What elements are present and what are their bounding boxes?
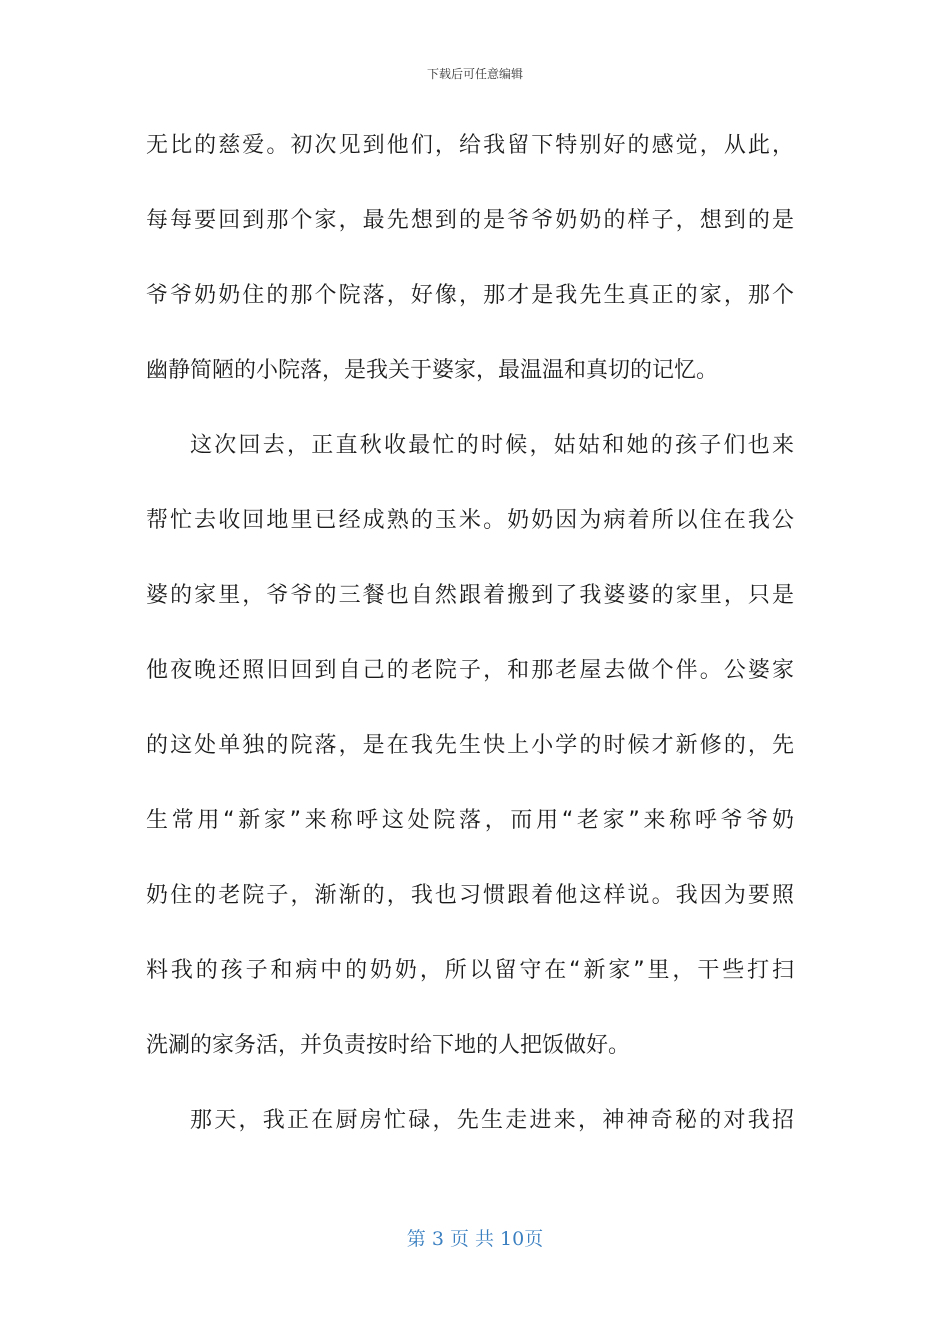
text-line: 帮忙去收回地里已经成熟的玉米。奶奶因为病着所以住在我公 bbox=[146, 508, 794, 533]
page-header: 下载后可任意编辑 bbox=[426, 67, 523, 81]
text-line: 的这处单独的院落，是在我先生快上小学的时候才新修的，先 bbox=[146, 733, 794, 758]
text-line: 洗涮的家务活，并负责按时给下地的人把饭做好。 bbox=[146, 1033, 631, 1058]
text-line: 爷爷奶奶住的那个院落，好像，那才是我先生真正的家，那个 bbox=[146, 283, 794, 308]
body-text bbox=[146, 124, 794, 1174]
text-line: 无比的慈爱。初次见到他们，给我留下特别好的感觉，从此， bbox=[146, 133, 794, 158]
paragraph-start-line: 那天，我正在厨房忙碌，先生走进来，神神奇秘的对我招 bbox=[190, 1108, 794, 1133]
text-line: 奶住的老院子，渐渐的，我也习惯跟着他这样说。我因为要照 bbox=[146, 883, 794, 908]
text-line: 料我的孩子和病中的奶奶，所以留守在“新家”里，干些打扫 bbox=[146, 958, 794, 983]
text-line: 他夜晚还照旧回到自己的老院子，和那老屋去做个伴。公婆家 bbox=[146, 658, 794, 683]
text-line: 每每要回到那个家，最先想到的是爷爷奶奶的样子，想到的是 bbox=[146, 208, 794, 233]
paragraph-start-line: 这次回去，正直秋收最忙的时候，姑姑和她的孩子们也来 bbox=[190, 433, 794, 458]
text-line: 生常用“新家”来称呼这处院落，而用“老家”来称呼爷爷奶 bbox=[146, 808, 794, 833]
page-number-footer: 第 3 页 共 10页 bbox=[406, 1228, 544, 1250]
text-line: 幽静简陋的小院落，是我关于婆家，最温温和真切的记忆。 bbox=[146, 358, 719, 383]
text-line: 婆的家里，爷爷的三餐也自然跟着搬到了我婆婆的家里，只是 bbox=[146, 583, 794, 608]
